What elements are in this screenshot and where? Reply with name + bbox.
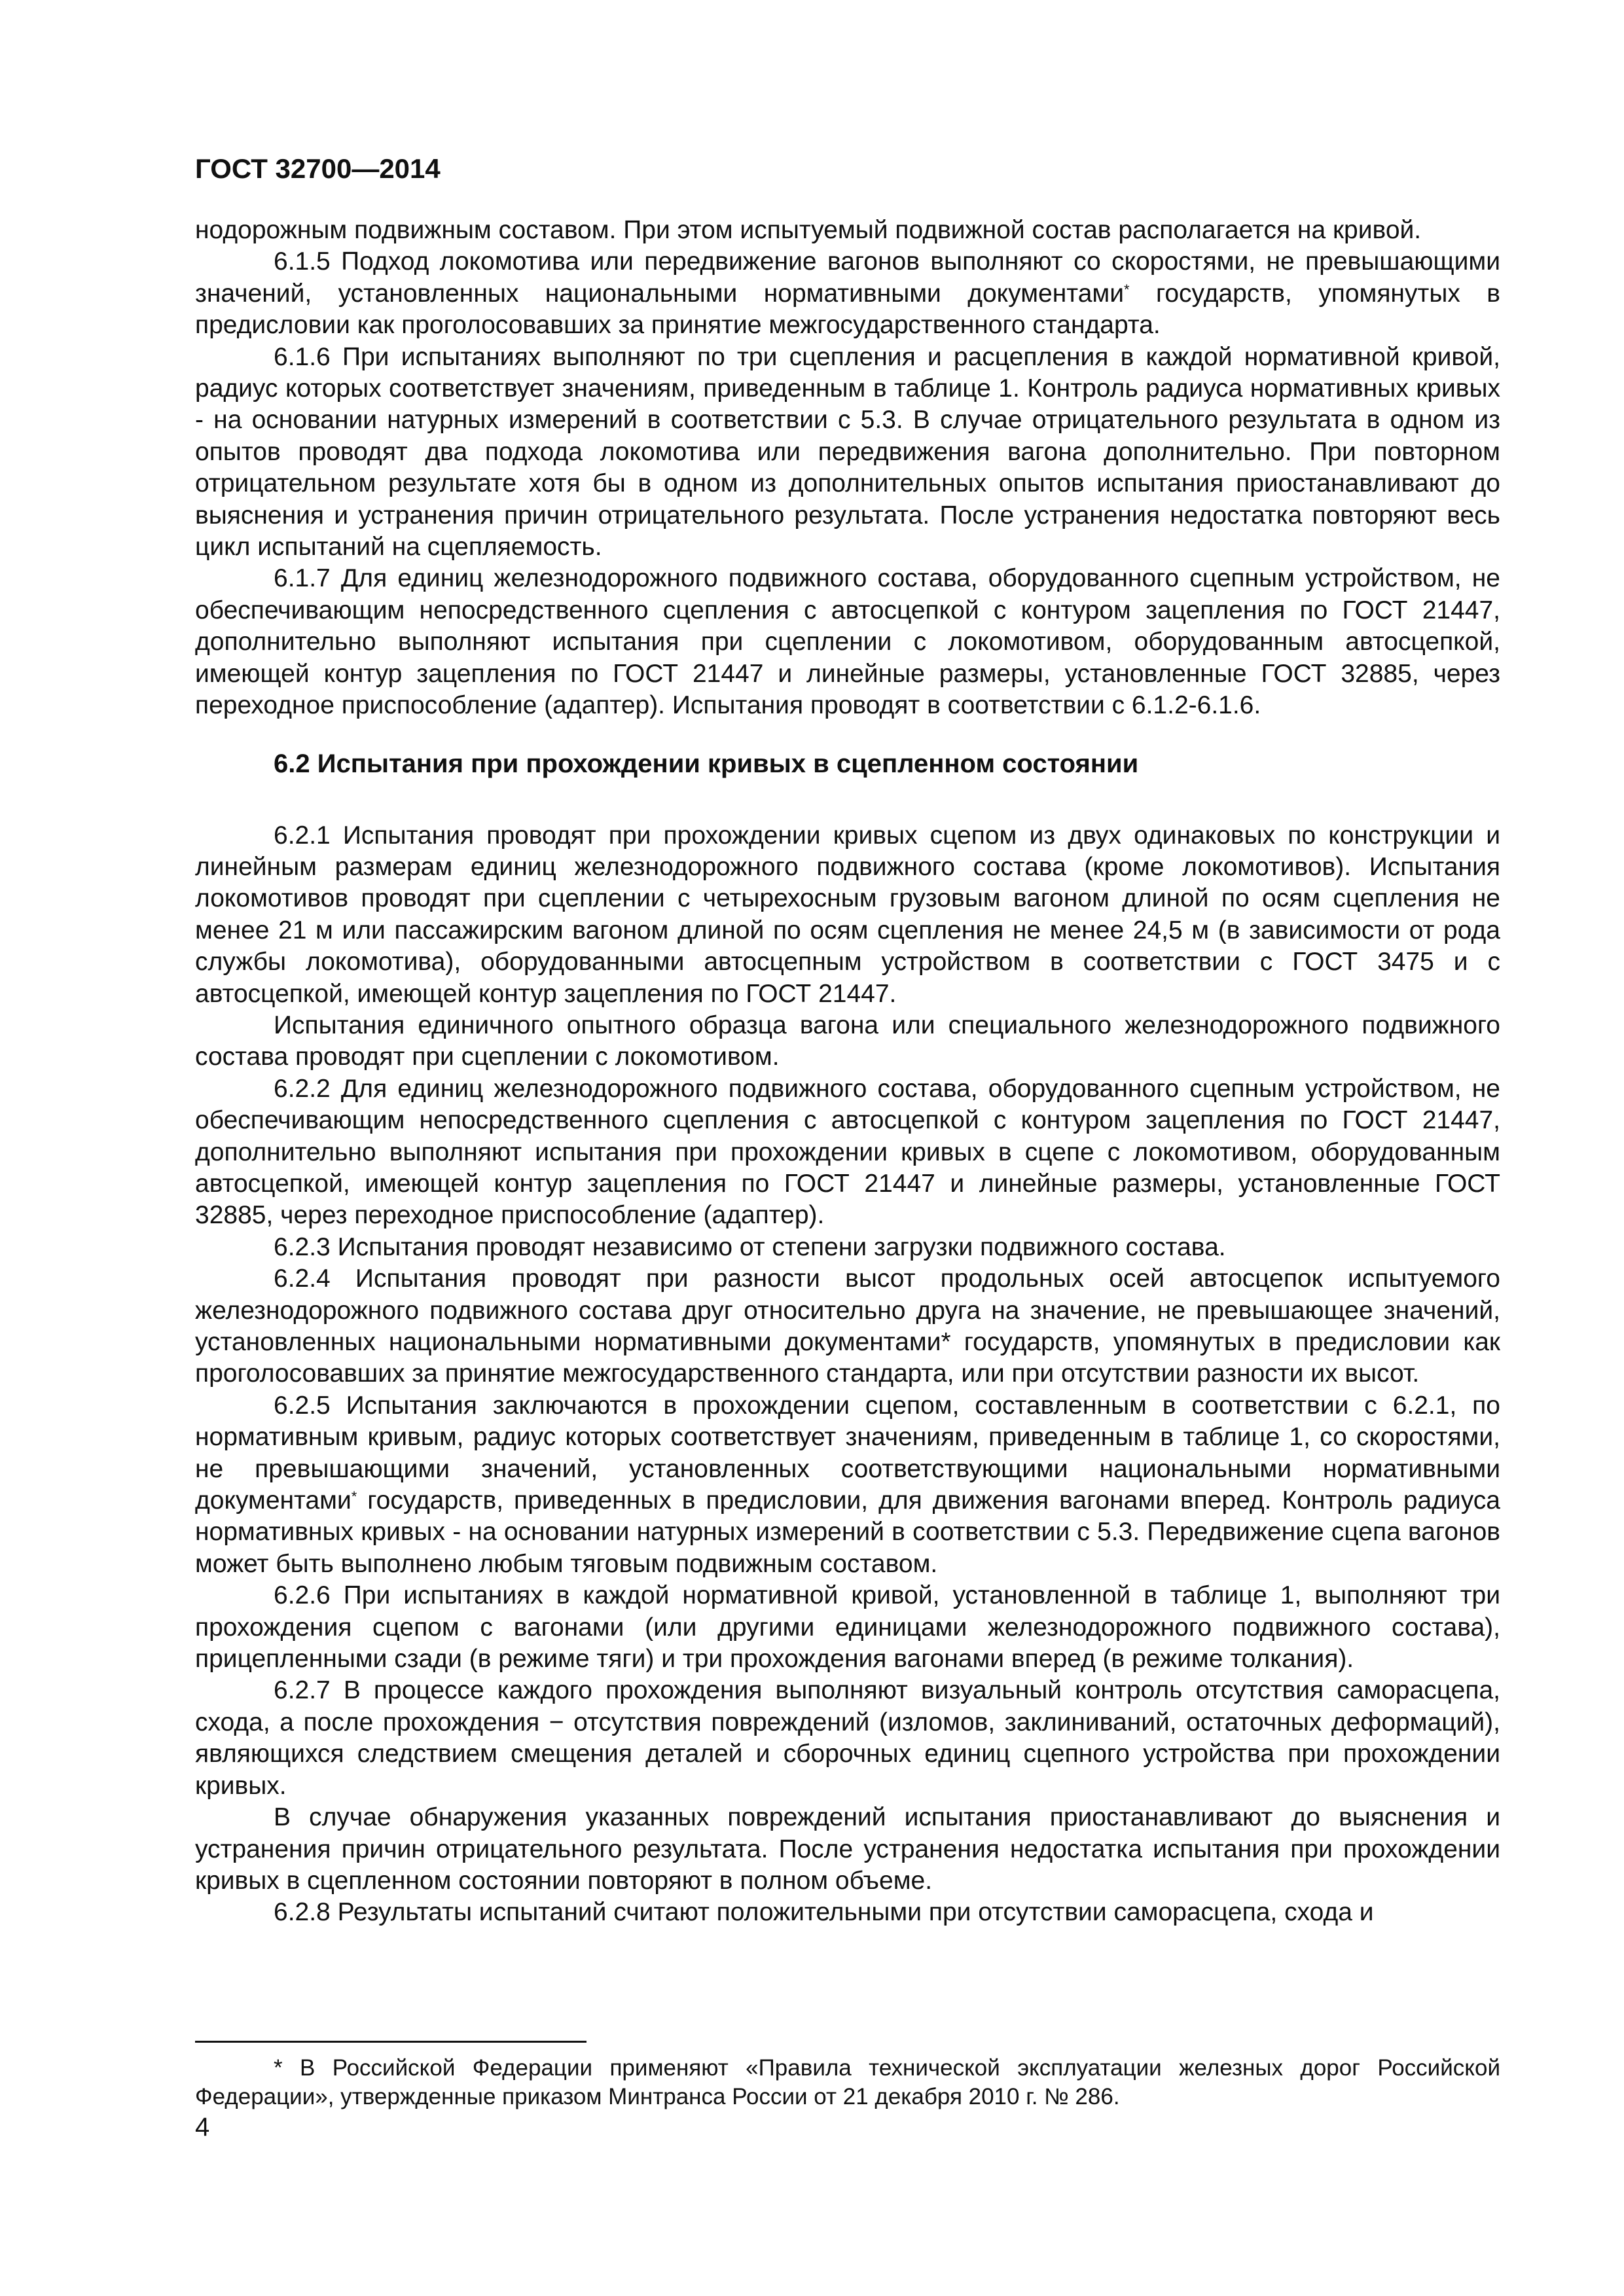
page-number: 4 (195, 2113, 210, 2142)
paragraph-6-2-8: 6.2.8 Результаты испытаний считают положительными при отсутствии саморасцепа, схода и (274, 1898, 1374, 1927)
paragraph-6-2-5 (195, 1390, 1500, 1580)
paragraph-6-2-2: 6.2.2 Для единиц железнодорожного подвижного состава, оборудованного сцепным устройством, не обеспечивающим непосредственного сцепления с автосцепкой с контуром зацепления по ГОСТ 21447, дополнительно выполняют испытания при прохождении кривых в сцепе с локомотивом, оборудованным автосцепкой, имеющей контур зацепления по ГОСТ 21447 и линейные размеры, установленные ГОСТ 32885, через переходное приспособление (адаптер). (195, 1074, 1500, 1230)
paragraph-6-2-7-note: В случае обнаружения указанных повреждений испытания приостанавливают до выяснения и устранения причин отрицательного результата. После устранения недостатка испытания при прохождении кривых в сцепленном состоянии повторяют в полном объеме. (195, 1803, 1500, 1895)
document-body (195, 215, 1500, 1929)
footnote-reference-mark: * (1124, 281, 1130, 298)
paragraph-6-1-7: 6.1.7 Для единиц железнодорожного подвижного состава, оборудованного сцепным устройством, не обеспечивающим непосредственного сцепления с автосцепкой с контуром зацепления по ГОСТ 21447, дополнительно выполняют испытания при сцеплении с локомотивом, оборудованным автосцепкой, имеющей контур зацепления по ГОСТ 21447 и линейные размеры, установленные ГОСТ 32885, через переходное приспособление (адаптер). Испытания проводят в соответствии с 6.1.2-6.1.6. (195, 564, 1500, 720)
paragraph-6-2-5-text-a: 6.2.5 Испытания заключаются в прохождении сцепом, составленным в соответствии с 6.2.1, по нормативным кривым, радиус которых соответствует значениям, приведенным в таблице 1, со скоростями, не превышающими значений, установленных соответствующими национальными нормативными документами (195, 1391, 1500, 1515)
paragraph-6-1-5-text-b: государств, упомянутых в предисловии как проголосовавших за принятие межгосударственного стандарта. (195, 279, 1500, 340)
footnote-divider (195, 2041, 586, 2043)
paragraph-6-1-5-text-a: 6.1.5 Подход локомотива или передвижение вагонов выполняют со скоростями, не превышающими значений, установленных национальными нормативными документами (195, 247, 1500, 308)
paragraph-6-2-1: 6.2.1 Испытания проводят при прохождении кривых сцепом из двух одинаковых по конструкции и линейным размерам единиц железнодорожного подвижного состава (кроме локомотивов). Испытания локомотивов проводят при сцеплении с четырехосным грузовым вагоном длиной по осям сцепления не менее 21 м или пассажирским вагоном длиной по осям сцепления не менее 24,5 м (в зависимости от рода службы локомотива), оборудованными автосцепным устройством в соответствии с ГОСТ 3475 и с автосцепкой, имеющей контур зацепления по ГОСТ 21447. (195, 821, 1500, 1008)
footnote-text: * В Российской Федерации применяют «Правила технической эксплуатации железных дорог Российской Федерации», утвержденные приказом Минтранса России от 21 декабря 2010 г. № 286. (195, 2055, 1500, 2109)
footnote (195, 2054, 1500, 2111)
paragraph-continuation: нодорожным подвижным составом. При этом испытуемый подвижной состав располагается на кривой. (195, 216, 1422, 244)
paragraph-6-1-6: 6.1.6 При испытаниях выполняют по три сцепления и расцепления в каждой нормативной кривой, радиус которых соответствует значениям, приведенным в таблице 1. Контроль радиуса нормативных кривых - на основании натурных измерений в соответствии с 5.3. В случае отрицательного результата в одном из опытов проводят два подхода локомотива или передвижения вагона дополнительно. При повторном отрицательном результате хотя бы в одном из дополнительных опытов испытания приостанавливают до выяснения и устранения причин отрицательного результата. После устранения недостатка повторяют весь цикл испытаний на сцепляемость. (195, 342, 1500, 562)
page-header-title: ГОСТ 32700—2014 (195, 153, 441, 184)
paragraph-6-2-6: 6.2.6 При испытаниях в каждой нормативной кривой, установленной в таблице 1, выполняют три прохождения сцепом с вагонами (или другими единицами железнодорожного подвижного состава), прицепленными сзади (в режиме тяги) и три прохождения вагонами вперед (в режиме толкания). (195, 1581, 1500, 1674)
paragraph-6-2-5-text-b: государств, приведенных в предисловии, для движения вагонами вперед. Контроль радиуса нормативных кривых - на основании натурных измерений в соответствии с 5.3. Передвижение сцепа вагонов может быть выполнено любым тяговым подвижным составом. (195, 1486, 1500, 1578)
paragraph-6-2-3: 6.2.3 Испытания проводят независимо от степени загрузки подвижного состава. (274, 1232, 1226, 1261)
paragraph-6-1-5 (195, 246, 1500, 341)
paragraph-6-2-4: 6.2.4 Испытания проводят при разности высот продольных осей автосцепок испытуемого железнодорожного подвижного состава друг относительно друга на значение, не превышающее значений, установленных национальными нормативными документами* государств, упомянутых в предисловии как проголосовавших за принятие межгосударственного стандарта, или при отсутствии разности их высот. (195, 1265, 1500, 1388)
footnote-reference-mark: * (351, 1488, 357, 1505)
paragraph-6-2-7: 6.2.7 В процессе каждого прохождения выполняют визуальный контроль отсутствия саморасцепа, схода, а после прохождения − отсутствия повреждений (изломов, заклиниваний, остаточных деформаций), являющихся следствием смещения деталей и сборочных единиц сцепного устройства при прохождении кривых. (195, 1676, 1500, 1800)
paragraph-6-2-1-note: Испытания единичного опытного образца вагона или специального железнодорожного подвижного состава проводят при сцеплении с локомотивом. (195, 1011, 1500, 1071)
section-heading-6-2: 6.2 Испытания при прохождении кривых в сцепленном состоянии (274, 749, 1139, 778)
